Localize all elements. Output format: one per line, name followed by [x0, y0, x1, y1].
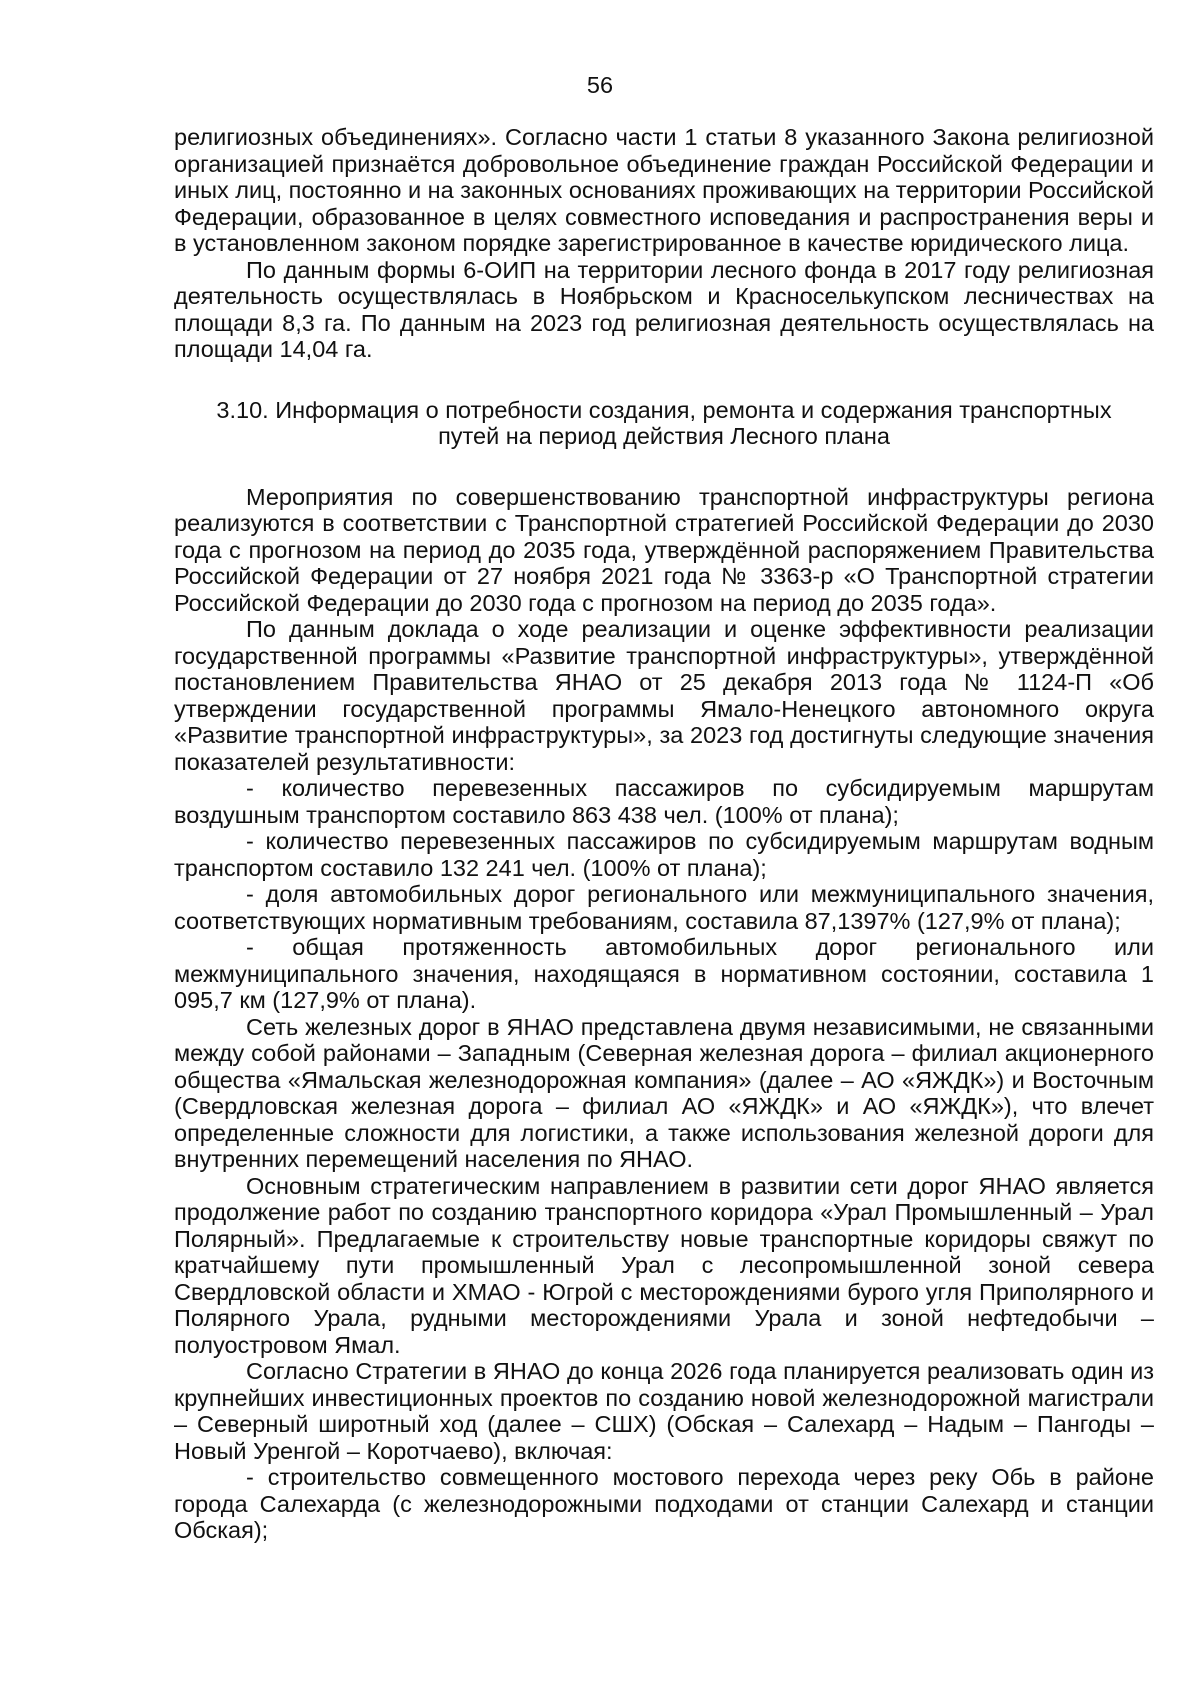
list-item: - доля автомобильных дорог регионального или межмуниципального значения, соответствующих нормативным требованиям, составила 87,1397% (127,9% от плана); — [174, 881, 1154, 934]
paragraph: По данным доклада о ходе реализации и оценке эффективности реализации государственной программы «Развитие транспортной инфраструктуры», утверждённой постановлением Правительства ЯНАО от 25 декабря 2013 года № 1124-П «Об утверждении государственной программы Ямало-Ненецкого автономного округа «Развитие транспортной инфраструктуры», за 2023 год достигнуты следующие значения показателей результативности: — [174, 616, 1154, 775]
page-number: 56 — [586, 72, 614, 98]
spacer — [174, 450, 1154, 484]
paragraph: Сеть железных дорог в ЯНАО представлена двумя независимыми, не связанными между собой районами – Западным (Северная железная дорога – филиал акционерного общества «Ямальская железнодорожная компания» (далее – АО «ЯЖДК») и Восточным (Свердловская железная дорога – филиал АО «ЯЖДК» и АО «ЯЖДК»), что влечет определенные сложности для логистики, а также использования железной дороги для внутренних перемещений населения по ЯНАО. — [174, 1013, 1154, 1172]
list-item: - строительство совмещенного мостового перехода через реку Обь в районе города Салехарда (с железнодорожными подходами от станции Салехард и станции Обская); — [174, 1464, 1154, 1543]
list-item: - количество перевезенных пассажиров по субсидируемым маршрутам воздушным транспортом составило 863 438 чел. (100% от плана); — [174, 775, 1154, 828]
paragraph: религиозных объединениях». Согласно части 1 статьи 8 указанного Закона религиозной организацией признаётся добровольное объединение граждан Российской Федерации и иных лиц, постоянно и на законных основаниях проживающих на территории Российской Федерации, образованное в целях совместного исповедания и распространения веры и в установленном законом порядке зарегистрированное в качестве юридического лица. — [174, 124, 1155, 256]
paragraph: Согласно Стратегии в ЯНАО до конца 2026 года планируется реализовать один из крупнейших инвестиционных проектов по созданию новой железнодорожной магистрали – Северный широтный ход (далее – СШХ) (Обская – Салехард – Надым – Пангоды – Новый Уренгой – Коротчаево), включая: — [174, 1358, 1154, 1464]
section-heading: 3.10. Информация о потребности создания, ремонта и содержания транспортных путей на период действия Лесного плана — [216, 396, 1112, 449]
paragraph: Основным стратегическим направлением в развитии сети дорог ЯНАО является продолжение работ по созданию транспортного коридора «Урал Промышленный – Урал Полярный». Предлагаемые к строительству новые транспортные коридоры свяжут по кратчайшему пути промышленный Урал с лесопромышленной зоной севера Свердловской области и ХМАО - Югрой с месторождениями бурого угля Приполярного и Полярного Урала, рудными месторождениями Урала и зоной нефтедобычи – полуостровом Ямал. — [174, 1172, 1154, 1358]
list-item: - количество перевезенных пассажиров по субсидируемым маршрутам водным транспортом составило 132 241 чел. (100% от плана); — [174, 828, 1154, 881]
page-content — [174, 124, 1154, 1544]
paragraph: Мероприятия по совершенствованию транспортной инфраструктуры региона реализуются в соответствии с Транспортной стратегией Российской Федерации до 2030 года с прогнозом на период до 2035 года, утверждённой распоряжением Правительства Российской Федерации от 27 ноября 2021 года № 3363-р «О Транспортной стратегии Российской Федерации до 2030 года с прогнозом на период до 2035 года». — [174, 483, 1154, 616]
paragraph: По данным формы 6-ОИП на территории лесного фонда в 2017 году религиозная деятельность осуществлялась в Ноябрьском и Красноселькупском лесничествах на площади 8,3 га. По данным на 2023 год религиозная деятельность осуществлялась на площади 14,04 га. — [174, 256, 1154, 362]
list-item: - общая протяженность автомобильных дорог регионального или межмуниципального значения, находящаяся в нормативном состоянии, составила 1 095,7 км (127,9% от плана). — [174, 934, 1154, 1013]
